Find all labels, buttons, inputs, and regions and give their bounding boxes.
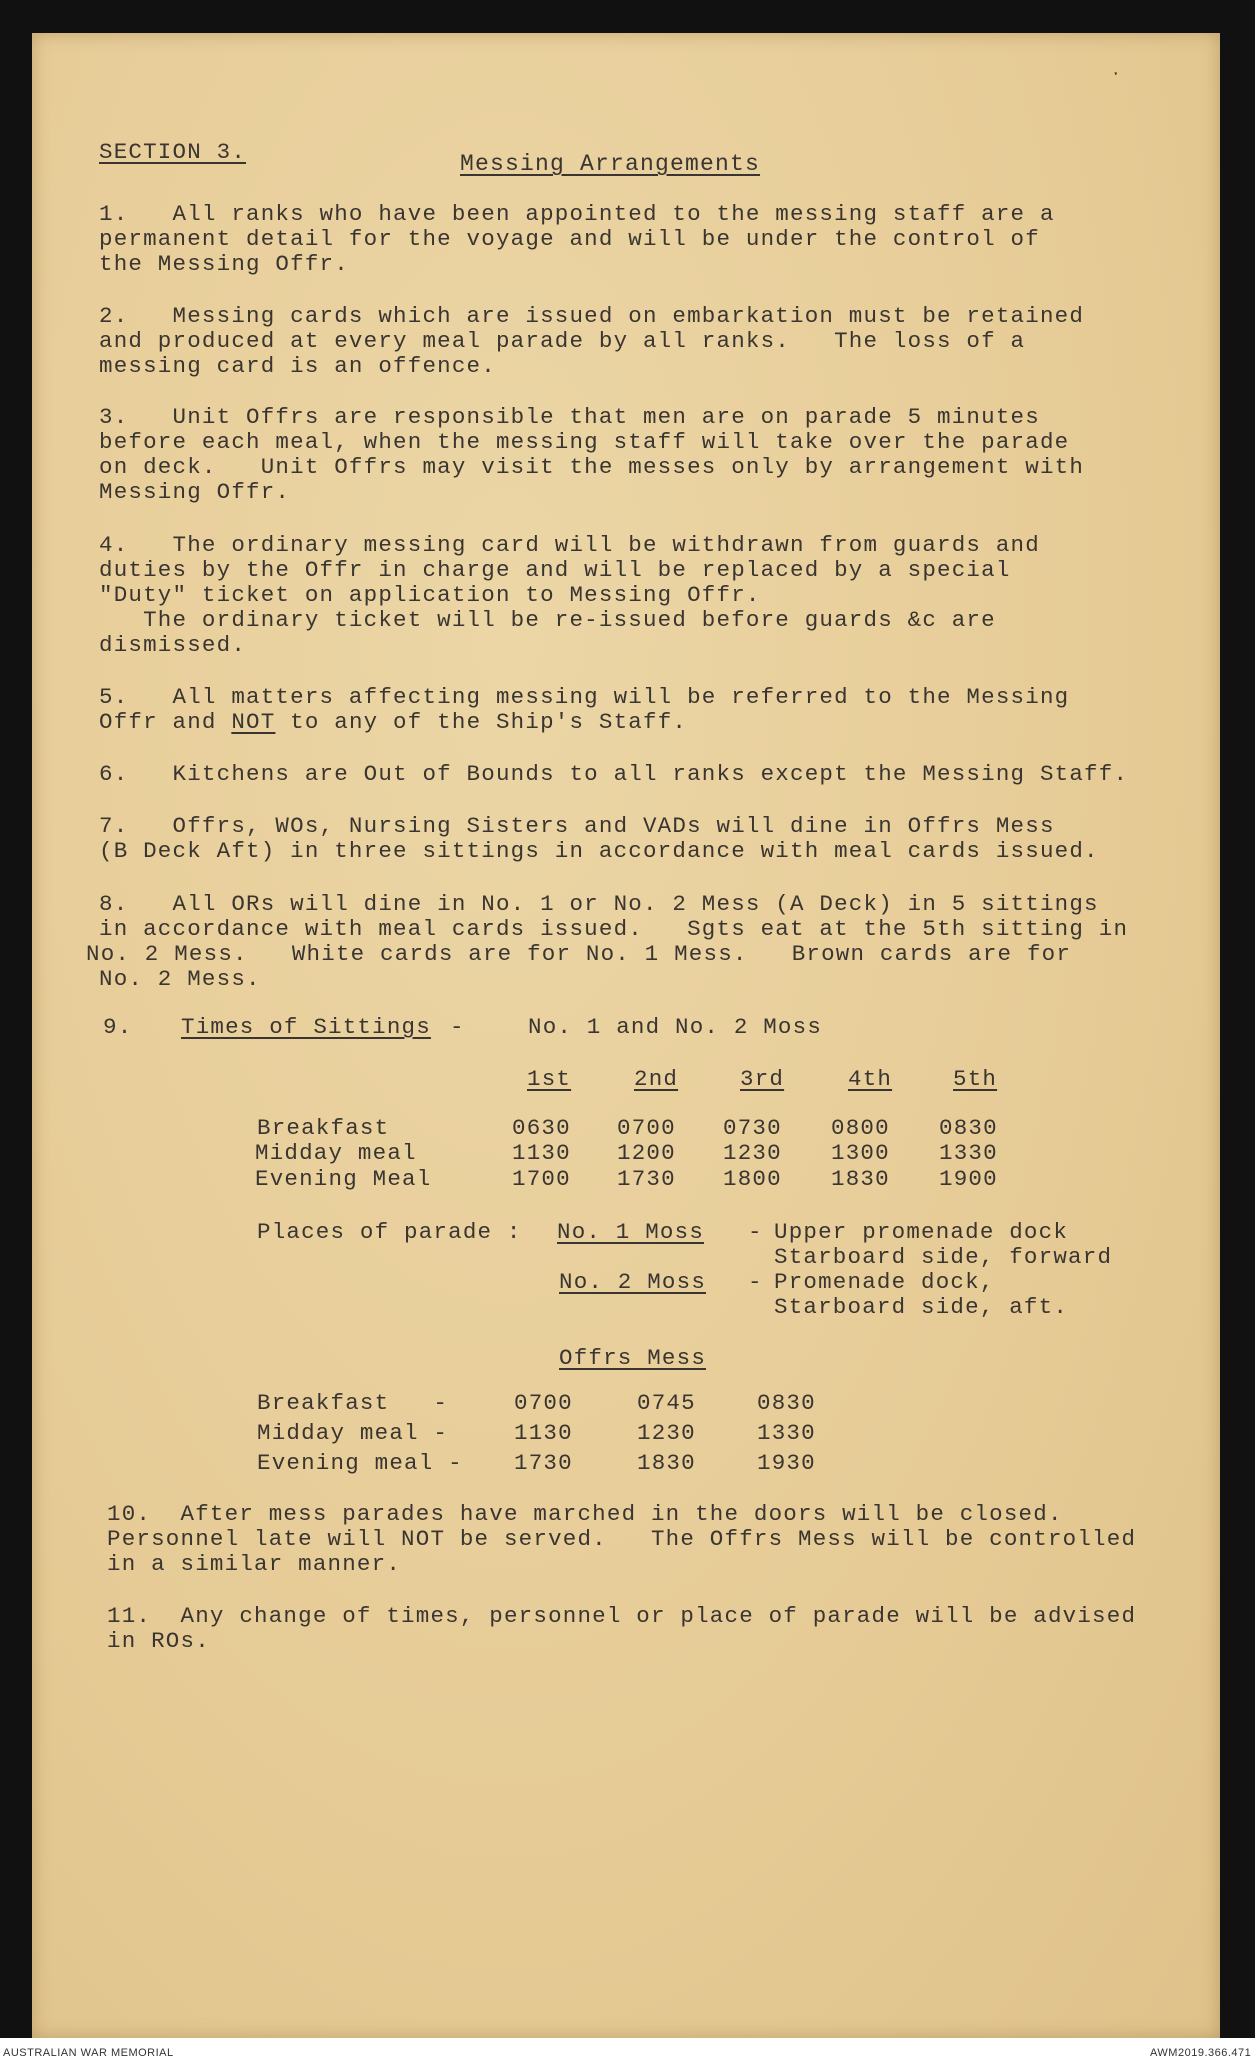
places-of-parade-label: Places of parade : [257,1219,522,1245]
paragraph-10-line-2: Personnel late will NOT be served. The Offrs Mess will be controlled [107,1526,1137,1552]
parade-mess-1-place-line-1: Upper promenade dock [774,1219,1069,1245]
offrs-meal-label: Evening meal - [257,1450,463,1476]
paragraph-2-line-3: messing card is an offence. [99,353,496,379]
page-title: Messing Arrangements [460,151,761,177]
meal-time: 1230 [723,1140,782,1166]
footer-accession-number: AWM2019.366.471 [1150,2047,1252,2059]
paragraph-2-line-2: and produced at every meal parade by all ranks. The loss of a [99,328,1026,354]
paragraph-7-line-1: 7. Offrs, WOs, Nursing Sisters and VADs will dine in Offrs Mess [99,813,1055,839]
meal-time: 0800 [831,1115,890,1141]
paragraph-3-line-1: 3. Unit Offrs are responsible that men are on parade 5 minutes [99,404,1040,430]
footer-institution: AUSTRALIAN WAR MEMORIAL [3,2047,174,2059]
paragraph-8-line-1: 8. All ORs will dine in No. 1 or No. 2 Mess (A Deck) in 5 sittings [99,891,1099,917]
paragraph-4-line-3: "Duty" ticket on application to Messing Offr. [99,582,761,608]
paragraph-11-line-2: in ROs. [107,1628,210,1654]
meal-time: 0630 [512,1115,571,1141]
sitting-header-1st: 1st [527,1066,572,1092]
paragraph-5-line-1: 5. All matters affecting messing will be referred to the Messing [99,684,1070,710]
offrs-meal-time: 1130 [514,1420,573,1446]
paragraph-1-line-3: the Messing Offr. [99,251,349,277]
footer-bar [0,2038,1255,2061]
section-label: SECTION 3. [99,139,247,165]
paragraph-7-line-2: (B Deck Aft) in three sittings in accordance with meal cards issued. [99,838,1099,864]
parade-mess-2-place-line-2: Starboard side, aft. [774,1294,1069,1320]
meal-time: 1800 [723,1166,782,1192]
sitting-header-5th: 5th [953,1066,998,1092]
paragraph-5-line-2: Offr and NOT to any of the Ship's Staff. [99,709,688,735]
paragraph-1-line-2: permanent detail for the voyage and will be under the control of [99,226,1040,252]
offrs-meal-time: 0700 [514,1390,573,1416]
sittings-dash: - [450,1014,465,1040]
paragraph-4-line-1: 4. The ordinary messing card will be withdrawn from guards and [99,532,1040,558]
paragraph-10-line-3: in a similar manner. [107,1551,402,1577]
sitting-header-4th: 4th [848,1066,893,1092]
paragraph-3-line-2: before each meal, when the messing staff will take over the parade [99,429,1070,455]
meal-time: 1130 [512,1140,571,1166]
sitting-header-2nd: 2nd [634,1066,679,1092]
paragraph-6-line-1: 6. Kitchens are Out of Bounds to all ranks except the Messing Staff. [99,761,1129,787]
meal-time: 1900 [939,1166,998,1192]
meal-label: Midday meal [255,1140,417,1166]
paragraph-3-line-4: Messing Offr. [99,479,291,505]
paragraph-3-line-3: on deck. Unit Offrs may visit the messes only by arrangement with [99,454,1085,480]
meal-time: 0700 [617,1115,676,1141]
paragraph-2-line-1: 2. Messing cards which are issued on embarkation must be retained [99,303,1085,329]
meal-label: Evening Meal [255,1166,432,1192]
paragraph-4-line-2: duties by the Offr in charge and will be replaced by a special [99,557,1011,583]
emphasis-not: NOT [231,709,276,735]
offrs-meal-time: 1930 [757,1450,816,1476]
meal-time: 0730 [723,1115,782,1141]
sittings-label: Times of Sittings [181,1014,431,1040]
meal-time: 0830 [939,1115,998,1141]
meal-time: 1300 [831,1140,890,1166]
parade-mess-2-place-line-1: Promenade dock, [774,1269,995,1295]
offrs-meal-time: 1830 [637,1450,696,1476]
meal-time: 1700 [512,1166,571,1192]
parade-mess-2: No. 2 Moss [559,1269,707,1295]
sittings-subtitle: No. 1 and No. 2 Moss [528,1014,823,1040]
offrs-meal-time: 0745 [637,1390,696,1416]
paragraph-4-line-4: The ordinary ticket will be re-issued before guards &c are [99,607,996,633]
meal-time: 1730 [617,1166,676,1192]
meal-label: Breakfast [257,1115,390,1141]
offrs-meal-time: 0830 [757,1390,816,1416]
meal-time: 1830 [831,1166,890,1192]
offrs-meal-time: 1230 [637,1420,696,1446]
paragraph-8-line-3: No. 2 Mess. White cards are for No. 1 Mess. Brown cards are for [86,941,1072,967]
paragraph-8-line-2: in accordance with meal cards issued. Sgts eat at the 5th sitting in [99,916,1129,942]
meal-time: 1330 [939,1140,998,1166]
paragraph-9-number: 9. [103,1014,133,1040]
offrs-meal-time: 1730 [514,1450,573,1476]
offrs-meal-label: Midday meal - [257,1420,449,1446]
parade-mess-1: No. 1 Moss [557,1219,705,1245]
parade-mess-2-dash: - [748,1269,763,1295]
ink-mark: ˑ [1108,64,1124,94]
paragraph-1-line-1: 1. All ranks who have been appointed to the messing staff are a [99,201,1055,227]
meal-time: 1200 [617,1140,676,1166]
paragraph-10-line-1: 10. After mess parades have marched in the doors will be closed. [107,1501,1063,1527]
sitting-header-3rd: 3rd [740,1066,785,1092]
offrs-meal-time: 1330 [757,1420,816,1446]
paragraph-11-line-1: 11. Any change of times, personnel or place of parade will be advised [107,1603,1137,1629]
offrs-meal-label: Breakfast - [257,1390,449,1416]
paragraph-8-line-4: No. 2 Mess. [99,966,261,992]
paragraph-4-line-5: dismissed. [99,632,247,658]
parade-mess-1-dash: - [748,1219,763,1245]
offrs-mess-title: Offrs Mess [559,1345,707,1371]
parade-mess-1-place-line-2: Starboard side, forward [774,1244,1113,1270]
